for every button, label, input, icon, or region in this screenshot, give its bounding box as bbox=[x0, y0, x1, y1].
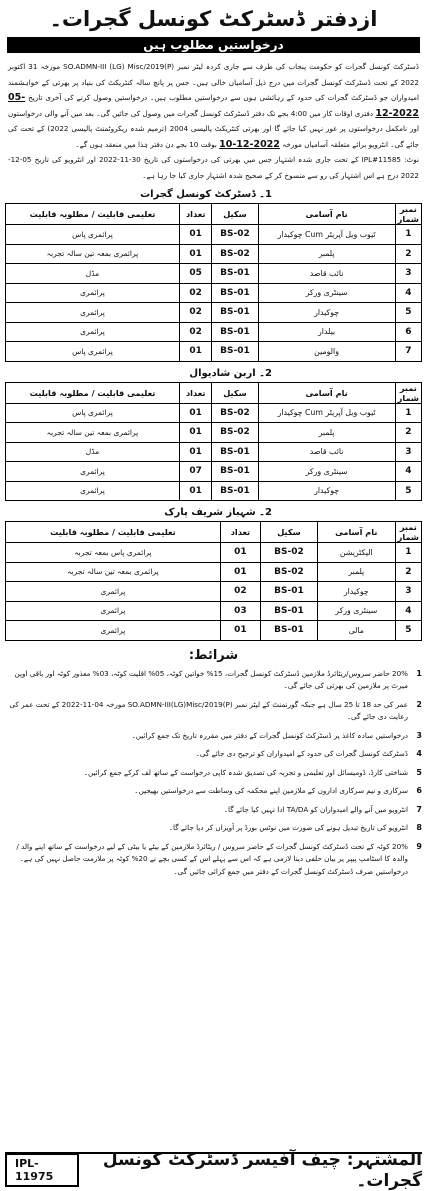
condition-item bbox=[5, 745, 422, 764]
condition-text: ڈسٹرکٹ کونسل گجرات کی حدود کے امیدواران کو ترجیح دی جائے گی۔ bbox=[195, 749, 408, 758]
cell-post: سینٹری ورکر bbox=[317, 601, 395, 621]
condition-item bbox=[5, 764, 422, 783]
cell-qual: پرائمری پاس bbox=[6, 342, 180, 362]
advertiser-signature: المشتہر: چیف آفیسر ڈسٹرکٹ کونسل گجرات۔ bbox=[102, 1150, 422, 1191]
cell-qty: 01 bbox=[179, 442, 212, 462]
column-header: تعداد bbox=[179, 382, 212, 403]
conditions-list bbox=[5, 665, 422, 882]
intro-text-d: بوقت 10 بجے دن دفتر ہٰذا میں منعقد ہوں گے۔ bbox=[75, 139, 217, 149]
table-row bbox=[6, 303, 422, 323]
cell-qty: 02 bbox=[179, 322, 212, 342]
condition-number: 1 bbox=[416, 668, 422, 678]
table-row bbox=[6, 264, 422, 284]
cell-no: 5 bbox=[395, 621, 421, 641]
condition-text: درخواستیں سادہ کاغذ پر ڈسٹرکٹ کونسل گجرات کے دفتر میں مقررہ تاریخ تک جمع کرائیں۔ bbox=[131, 730, 408, 740]
cell-qty: 01 bbox=[220, 562, 260, 582]
column-header: سکیل bbox=[212, 382, 258, 403]
cell-no: 5 bbox=[395, 303, 421, 323]
table-row bbox=[6, 601, 422, 621]
cell-post: پلمبر bbox=[317, 562, 395, 582]
page-subtitle: درخواستیں مطلوب ہیں bbox=[7, 37, 420, 53]
cell-no: 1 bbox=[395, 225, 421, 245]
cell-scale: BS-02 bbox=[261, 562, 318, 582]
cell-qty: 03 bbox=[220, 601, 260, 621]
column-header: سکیل bbox=[212, 204, 258, 225]
condition-text: سرکاری و نیم سرکاری اداروں کے ملازمین اپنے محکمہ کی وساطت سے درخواستیں بھیجیں۔ bbox=[134, 786, 408, 795]
cell-scale: BS-02 bbox=[212, 403, 258, 423]
cell-post: الیکٹریشن bbox=[317, 543, 395, 563]
notice-text: نوٹ: IPL#11585 کے تحت جاری شدہ اشتہار جس میں بھرتی کی درخواستوں کی تاریخ 30-11-2022 اور انٹرویو کی تاریخ 05-12-2022 درج ہے اس اشتہار کی رو سے منسوخ کر کے صحیح شدہ اشتہار جاری کیا جا رہا ہے۔ bbox=[8, 155, 419, 180]
cell-qual: پرائمری bbox=[6, 582, 221, 602]
condition-item bbox=[5, 665, 422, 696]
cell-qual: پرائمری بمعہ تین سالہ تجربہ bbox=[6, 423, 180, 443]
table-row bbox=[6, 342, 422, 362]
column-header: تعداد bbox=[179, 204, 212, 225]
condition-number: 8 bbox=[416, 823, 422, 832]
condition-text: 20% کوٹہ کے تحت ڈسٹرکٹ کونسل گجرات کے حاضر سروس / ریٹائرڈ ملازمین کے بیٹے یا بیٹی کے لیے درخواست کے ساتھ اپنے والد / والدہ کا اسٹامپ پیپر پر بیان حلفی دینا لازمی ہے کہ اس سے پہلے اس کے کسی بچے نے 20% کوٹہ پر ملازمت حاصل نہیں کی ہے۔ درخواستیں صرف ڈسٹرکٹ کونسل گجرات کے دفتر میں جمع کرائی جائیں گی۔ bbox=[16, 841, 408, 876]
condition-text: 20% حاضر سروس/ریٹائرڈ ملازمین ڈسٹرکٹ کونسل گجرات، 15% خواتین کوٹہ، 05% اقلیت کوٹہ، 03% معذور کوٹہ اور باقی اوپن میرٹ پر ملازمین کی بھرتی کی جائے گی۔ bbox=[14, 668, 408, 690]
condition-text: انٹرویو کی تاریخ تبدیل ہونے کی صورت میں نوٹس بورڈ پر آویزاں کر دیا جائے گا۔ bbox=[168, 823, 408, 832]
cell-qty: 02 bbox=[220, 582, 260, 602]
column-header: نام آسامی bbox=[317, 522, 395, 543]
last-date: 05-12-2022 bbox=[8, 92, 419, 119]
table-row bbox=[6, 225, 422, 245]
column-header: تعلیمی قابلیت / مطلوبہ قابلیت bbox=[6, 204, 180, 225]
cell-qual: پرائمری بمعہ تین سالہ تجربہ bbox=[6, 562, 221, 582]
column-header: سکیل bbox=[261, 522, 318, 543]
section-heading: 2۔ شہباز شریف پارک bbox=[164, 507, 272, 518]
cell-qty: 01 bbox=[179, 225, 212, 245]
cell-qty: 02 bbox=[179, 283, 212, 303]
vacancy-tables bbox=[5, 187, 422, 641]
cell-post: ٹیوب ویل آپریٹر Cum چوکیدار bbox=[258, 225, 395, 245]
cell-scale: BS-01 bbox=[212, 322, 258, 342]
condition-number: 3 bbox=[416, 730, 422, 740]
cell-scale: BS-01 bbox=[212, 462, 258, 482]
cell-no: 4 bbox=[395, 283, 421, 303]
condition-number: 7 bbox=[416, 804, 422, 814]
cell-qty: 01 bbox=[179, 481, 212, 501]
column-header: تعلیمی قابلیت / مطلوبہ قابلیت bbox=[6, 522, 221, 543]
condition-item bbox=[5, 782, 422, 801]
cell-post: نائب قاصد bbox=[258, 264, 395, 284]
cell-no: 3 bbox=[395, 582, 421, 602]
cell-post: پلمبر bbox=[258, 244, 395, 264]
table-row bbox=[6, 403, 422, 423]
cell-scale: BS-01 bbox=[261, 601, 318, 621]
cell-qty: 05 bbox=[179, 264, 212, 284]
table-row bbox=[6, 442, 422, 462]
cell-qual: پرائمری پاس bbox=[6, 225, 180, 245]
condition-item bbox=[5, 801, 422, 820]
cell-qual: پرائمری bbox=[6, 621, 221, 641]
condition-item bbox=[5, 727, 422, 746]
interview-date: 10-12-2022 bbox=[219, 138, 280, 150]
cell-scale: BS-01 bbox=[212, 264, 258, 284]
intro-paragraph bbox=[5, 59, 422, 183]
cell-qual: پرائمری پاس بمعہ تجربہ bbox=[6, 543, 221, 563]
condition-item bbox=[5, 838, 422, 882]
column-header: نمبر شمار bbox=[395, 522, 421, 543]
condition-text: شناختی کارڈ، ڈومیسائل اور تعلیمی و تجربہ کی تصدیق شدہ کاپی درخواست کے ساتھ لف کرکے جمع کرائیں۔ bbox=[83, 767, 408, 777]
column-header: تعلیمی قابلیت / مطلوبہ قابلیت bbox=[6, 382, 180, 403]
cell-qty: 01 bbox=[179, 244, 212, 264]
table-header-row bbox=[6, 522, 422, 543]
cell-qual: پرائمری bbox=[6, 303, 180, 323]
cell-qty: 01 bbox=[179, 403, 212, 423]
cell-scale: BS-01 bbox=[261, 621, 318, 641]
cell-qty: 01 bbox=[179, 342, 212, 362]
cell-post: پلمبر bbox=[258, 423, 395, 443]
table-row bbox=[6, 562, 422, 582]
cell-qual: مڈل bbox=[6, 264, 180, 284]
cell-qual: پرائمری bbox=[6, 481, 180, 501]
vacancy-table bbox=[5, 203, 422, 362]
condition-number: 9 bbox=[416, 841, 422, 851]
cell-qual: مڈل bbox=[6, 442, 180, 462]
table-row bbox=[6, 423, 422, 443]
section-heading: 1۔ ڈسٹرکٹ کونسل گجرات bbox=[140, 189, 272, 200]
cell-post: نائب قاصد bbox=[258, 442, 395, 462]
cell-post: سینٹری ورکر bbox=[258, 283, 395, 303]
cell-scale: BS-01 bbox=[212, 442, 258, 462]
cell-post: چوکیدار bbox=[258, 303, 395, 323]
column-header: نام آسامی bbox=[258, 382, 395, 403]
cell-qty: 07 bbox=[179, 462, 212, 482]
ipl-code: IPL-11975 bbox=[5, 1153, 79, 1187]
cell-no: 2 bbox=[395, 244, 421, 264]
table-header-row bbox=[6, 382, 422, 403]
cell-post: والومین bbox=[258, 342, 395, 362]
condition-number: 5 bbox=[416, 767, 422, 777]
table-row bbox=[6, 621, 422, 641]
footer bbox=[5, 1150, 422, 1191]
cell-scale: BS-02 bbox=[212, 225, 258, 245]
table-row bbox=[6, 582, 422, 602]
cell-scale: BS-02 bbox=[212, 423, 258, 443]
table-row bbox=[6, 283, 422, 303]
condition-number: 6 bbox=[416, 786, 422, 795]
cell-scale: BS-01 bbox=[212, 481, 258, 501]
cell-no: 4 bbox=[395, 462, 421, 482]
cell-no: 2 bbox=[395, 562, 421, 582]
intro-text-b: مورخہ 31 اکتوبر 2022 کے تحت ڈسٹرکٹ کونسل گجرات میں درج ذیل آسامیاں خالی ہیں۔ جس پر پانچ سالہ کنٹریکٹ کی بنیاد پر بھرتی کے خواہشمند امیدواران جو ڈسٹرکٹ گجرات کی حدود کے رہائشی ہوں سے درخواستیں مطلوب ہیں۔ درخواستیں وصول کرنے کی آخری تاریخ bbox=[8, 62, 420, 102]
cell-qual: پرائمری bbox=[6, 601, 221, 621]
cell-qty: 01 bbox=[220, 543, 260, 563]
page-title: ازدفتر ڈسٹرکٹ کونسل گجرات۔ bbox=[49, 7, 378, 31]
cell-no: 1 bbox=[395, 403, 421, 423]
cell-qty: 02 bbox=[179, 303, 212, 323]
cell-qual: پرائمری bbox=[6, 462, 180, 482]
cell-scale: BS-02 bbox=[261, 543, 318, 563]
cell-no: 2 bbox=[395, 423, 421, 443]
cell-no: 6 bbox=[395, 322, 421, 342]
column-header: نمبر شمار bbox=[395, 382, 421, 403]
condition-number: 4 bbox=[416, 749, 422, 758]
cell-scale: BS-01 bbox=[212, 303, 258, 323]
cell-qual: پرائمری bbox=[6, 322, 180, 342]
cell-qual: پرائمری bbox=[6, 283, 180, 303]
cell-no: 5 bbox=[395, 481, 421, 501]
intro-text-a: ڈسٹرکٹ کونسل گجرات کو حکومت پنجاب کی طرف سے جاری کردہ لیٹر نمبر bbox=[177, 62, 419, 71]
cell-scale: BS-01 bbox=[212, 283, 258, 303]
condition-number: 2 bbox=[416, 699, 422, 709]
table-row bbox=[6, 462, 422, 482]
table-row bbox=[6, 322, 422, 342]
condition-item bbox=[5, 696, 422, 727]
cell-scale: BS-01 bbox=[212, 342, 258, 362]
cell-qual: پرائمری بمعہ تین سالہ تجربہ bbox=[6, 244, 180, 264]
reference-letter: SO.ADMN-III (LG) Misc/2019(P) bbox=[63, 62, 175, 71]
cell-scale: BS-01 bbox=[261, 582, 318, 602]
vacancy-table bbox=[5, 382, 422, 502]
conditions-heading: شرائط: bbox=[188, 647, 239, 663]
cell-no: 7 bbox=[395, 342, 421, 362]
cell-no: 3 bbox=[395, 264, 421, 284]
cell-post: ٹیوب ویل آپریٹر Cum چوکیدار bbox=[258, 403, 395, 423]
cell-post: چوکیدار bbox=[317, 582, 395, 602]
column-header: نمبر شمار bbox=[395, 204, 421, 225]
condition-text: انٹرویو میں آنے والے امیدواران کو TA/DA ادا نہیں کیا جائے گا۔ bbox=[223, 804, 408, 814]
column-header: نام آسامی bbox=[258, 204, 395, 225]
cell-post: مالی bbox=[317, 621, 395, 641]
cell-qty: 01 bbox=[179, 423, 212, 443]
section-heading: 2۔ اربن شادیوال bbox=[189, 367, 272, 379]
column-header: تعداد bbox=[220, 522, 260, 543]
cell-scale: BS-02 bbox=[212, 244, 258, 264]
cell-no: 3 bbox=[395, 442, 421, 462]
table-header-row bbox=[6, 204, 422, 225]
condition-text: عمر کی حد 18 تا 25 سال ہے جبکہ گورنمنٹ کے لیٹر نمبر SO.ADMN-III(LG)Misc/2019(P) مورخہ 04-11-2022 کے تحت عمر کی رعایت دی جائے گی۔ bbox=[9, 699, 408, 721]
cell-qty: 01 bbox=[220, 621, 260, 641]
table-row bbox=[6, 481, 422, 501]
table-row bbox=[6, 244, 422, 264]
cell-qual: پرائمری پاس bbox=[6, 403, 180, 423]
table-row bbox=[6, 543, 422, 563]
cell-post: سینٹری ورکر bbox=[258, 462, 395, 482]
cell-post: چوکیدار bbox=[258, 481, 395, 501]
cell-post: بیلدار bbox=[258, 322, 395, 342]
cell-no: 1 bbox=[395, 543, 421, 563]
intro-text-c: دفتری اوقات کار میں 4:00 بجے تک دفتر ڈسٹرکٹ کونسل گجرات میں وصول کی جائیں گی۔ بعد میں آنے والی درخواستوں اور نامکمل درخواستوں پر غور نہیں کیا جائے گا اور بھرتی کنٹریکٹ پالیسی 2004 (ترمیم شدہ ریکروٹمنٹ پالیسی 2022) کے تحت کی جائے گی۔ انٹرویو برائے متعلقہ آسامیاں مورخہ bbox=[8, 108, 420, 149]
cell-no: 4 bbox=[395, 601, 421, 621]
vacancy-table bbox=[5, 521, 422, 641]
condition-item bbox=[5, 819, 422, 838]
